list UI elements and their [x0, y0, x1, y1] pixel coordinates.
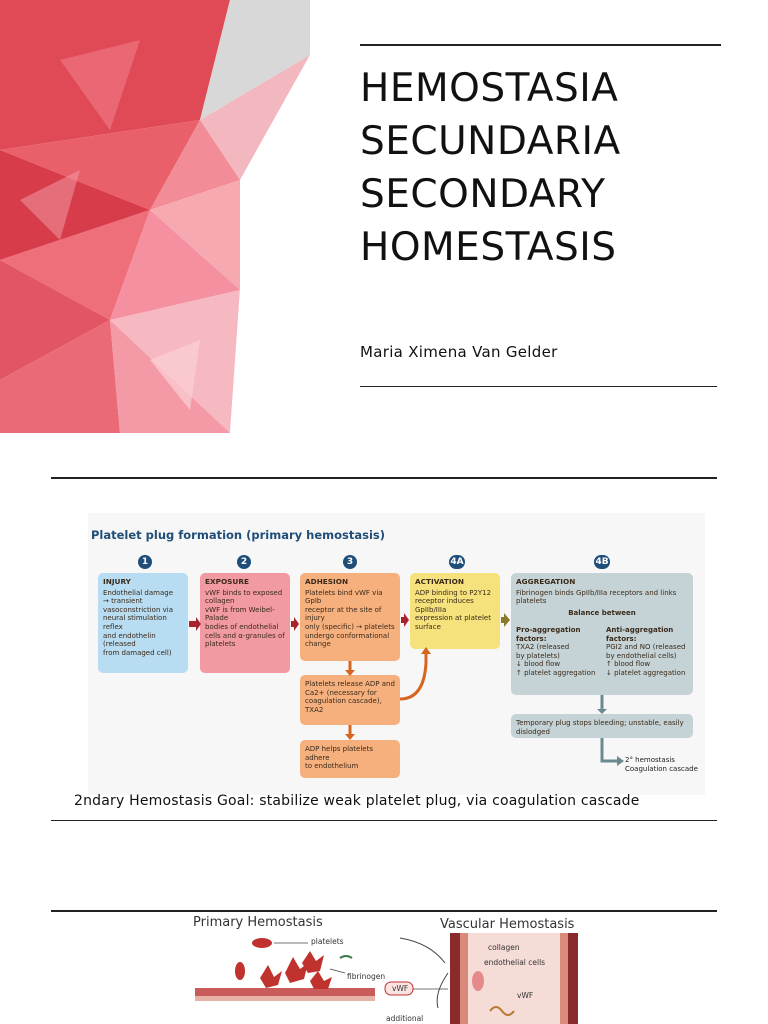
anti-title: Anti-aggregation factors: — [606, 626, 674, 643]
vwf-label-vessel: vWF — [517, 991, 534, 1000]
anti-text: PGI2 and NO (released by endothelial cells) ↑ blood flow ↓ platelet aggregation — [606, 643, 686, 677]
hemostasis-diagram-slide — [0, 843, 768, 1024]
box-text: ADP helps platelets adhere to endothelium — [305, 745, 374, 771]
box-text: Platelets release ADP and Ca2+ (necessary for coagulation cascade), TXA2 — [305, 680, 395, 714]
slide2-top-rule — [51, 477, 717, 479]
primary-hemostasis-title: Primary Hemostasis — [193, 915, 323, 930]
vwf-label: vWF — [392, 984, 409, 993]
platelet-plug-figure — [88, 513, 705, 795]
polygon-background-art — [0, 0, 310, 433]
box-title: INJURY — [103, 577, 131, 586]
title-slide — [0, 0, 768, 433]
secondary-hemostasis-label: 2° hemostasis Coagulation cascade — [625, 756, 698, 773]
box-text: Temporary plug stops bleeding; unstable, easily dislodged — [516, 719, 684, 736]
author-name: Maria Ximena Van Gelder — [360, 343, 558, 361]
title-line: HEMOSTASIA — [360, 66, 619, 111]
additional-label: additional — [386, 1014, 424, 1023]
box-title: AGGREGATION — [516, 577, 576, 586]
slide2-bottom-rule — [51, 820, 717, 821]
hemostasis-illustration — [190, 933, 585, 1024]
slide-caption: 2ndary Hemostasis Goal: stabilize weak platelet plug, via coagulation cascade — [74, 793, 640, 809]
balance-title: Balance between — [568, 608, 636, 617]
slide-title — [360, 62, 740, 274]
figure-title: Platelet plug formation (primary hemostasis) — [91, 528, 385, 542]
platelet-plug-slide — [0, 433, 768, 843]
title-line: SECUNDARIA — [360, 119, 621, 164]
box-title: EXPOSURE — [205, 577, 249, 586]
title-line: HOMESTASIS — [360, 225, 617, 270]
box-title: ACTIVATION — [415, 577, 464, 586]
step-number: 1 — [138, 555, 152, 569]
step-number: 3 — [343, 555, 357, 569]
pro-text: TXA2 (released by platelets) ↓ blood flow ↑ platelet aggregation — [516, 643, 596, 677]
slide3-top-rule — [51, 910, 717, 912]
step-number: 4A — [450, 557, 464, 567]
box-text: Platelets bind vWF via GpIb receptor at the site of injury only (specific) → platelets undergo conformational change — [305, 588, 395, 649]
step-number: 4B — [595, 557, 609, 567]
pro-title: Pro-aggregation factors: — [516, 626, 581, 643]
endothelial-cells-label: endothelial cells — [484, 958, 546, 967]
title-line: SECONDARY — [360, 172, 606, 217]
title-top-rule — [360, 44, 721, 46]
author-rule — [360, 386, 717, 387]
box-text: Fibrinogen binds GpIIb/IIIa receptors and links platelets — [516, 588, 677, 606]
flow-arrows — [88, 513, 705, 795]
vascular-hemostasis-title: Vascular Hemostasis — [440, 917, 575, 932]
platelets-label: platelets — [311, 937, 344, 946]
collagen-label: collagen — [488, 943, 520, 952]
box-text: vWF binds to exposed collagen vWF is from Weibel-Palade bodies of endothelial cells and α-granules of platelets — [205, 588, 285, 649]
box-text: ADP binding to P2Y12 receptor induces GpIIb/IIIa expression at platelet surface — [415, 588, 492, 631]
box-text: Endothelial damage → transient vasoconstriction via neural stimulation reflex and endothelin (released from damaged cell) — [103, 588, 174, 657]
fibrinogen-label: fibrinogen — [347, 972, 386, 981]
box-title: ADHESION — [305, 577, 349, 586]
step-number: 2 — [237, 555, 251, 569]
